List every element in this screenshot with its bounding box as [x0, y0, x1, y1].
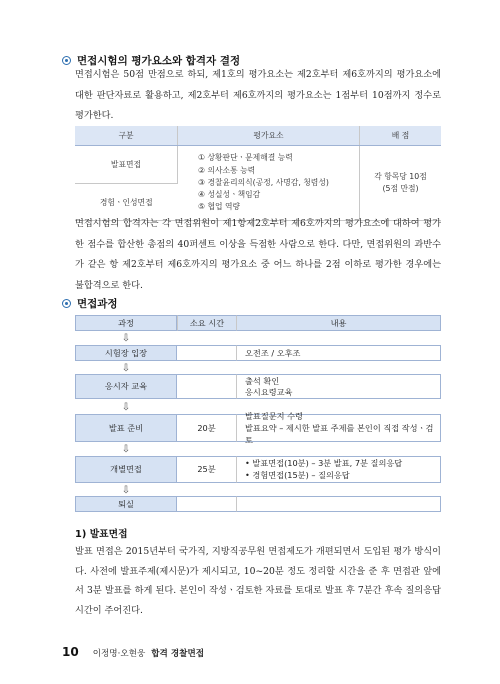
step-content — [236, 374, 441, 399]
process-step — [75, 496, 441, 512]
step-time: 25분 — [177, 456, 236, 483]
row-label-experience: 경험ㆍ인성면접 — [75, 184, 178, 221]
step-name: 개별면접 — [75, 456, 177, 483]
evaluation-item: ③ 경찰윤리의식(공정, 사명감, 청렴성) — [198, 177, 329, 187]
step-content-line: 발표질문지 수령 — [245, 411, 303, 421]
process-step — [75, 411, 441, 445]
down-arrow-icon: ⇩ — [121, 485, 131, 496]
process-step — [75, 374, 441, 399]
evaluation-table — [75, 126, 441, 221]
score-line: (5점 만점) — [382, 184, 419, 193]
evaluation-item: ⑤ 협업 역량 — [198, 202, 241, 212]
step-name: 응시자 교육 — [75, 374, 177, 399]
step-content-line: • 경험면접(15분) – 질의응답 — [245, 469, 350, 480]
page-number: 10 — [62, 645, 79, 659]
process-header: 과정 — [75, 315, 177, 331]
down-arrow-icon: ⇩ — [121, 363, 131, 374]
step-content: 오전조 / 오후조 — [236, 345, 441, 361]
table-header-row — [75, 126, 441, 146]
footer-authors: 이정명·오현웅 — [92, 649, 146, 659]
down-arrow-icon: ⇩ — [121, 333, 131, 344]
evaluation-item: ② 의사소통 능력 — [198, 165, 256, 175]
process-header: 내용 — [236, 315, 441, 331]
paragraph-pass-criteria: 면접시험의 합격자는 각 면접위원이 제1항제2호부터 제6호까지의 평가요소에 대하여 평가한 점수를 합산한 총점의 40퍼센트 이상을 득점한 사람으로 한다. 다만, 면접위원의 과반수가 같은 항 제2호부터 제6호까지의 평가요소 중 어느 하나를 2점 이하로 평가한 경우에는 불합격으로 한다. — [75, 218, 441, 291]
step-content — [236, 411, 441, 445]
step-content — [236, 456, 441, 483]
step-time — [177, 345, 236, 361]
score-cell — [360, 146, 442, 221]
step-name: 퇴실 — [75, 496, 177, 512]
process-header: 소요 시간 — [177, 315, 236, 331]
paragraph-evaluation: 면접시험은 50점 만점으로 하되, 제1호의 평가요소는 제2호부터 제6호까지의 평가요소에 대한 판단자료로 활용하고, 제2호부터 제6호까지의 평가요소는 1점부터 10점까지 정수로 평가한다. — [75, 69, 441, 121]
step-name: 시험장 입장 — [75, 345, 177, 361]
process-step — [75, 345, 441, 361]
step-time: 20분 — [177, 414, 236, 442]
section-title-process — [62, 296, 118, 311]
step-content-line: 응시요령교육 — [245, 386, 293, 397]
row-label-presentation: 발표면접 — [75, 146, 178, 184]
step-name: 발표 준비 — [75, 414, 177, 442]
table-header: 평가요소 — [178, 126, 360, 146]
footer-book-title: 합격 경찰면접 — [151, 649, 205, 659]
down-arrow-icon: ⇩ — [121, 402, 131, 413]
paragraph-presentation: 발표 면접은 2015년부터 국가직, 지방직공무원 면접제도가 개편되면서 도입된 평가 방식이다. 사전에 발표주제(제시문)가 제시되고, 10~20분 정도 정리할 시간을 준 후 면접관 앞에서 3분 발표를 하게 된다. 본인이 작성ㆍ검토한 자료를 토대로 발표 후 7분간 후속 질의응답 시간이 주어진다. — [75, 546, 441, 616]
section-title-text: 면접과정 — [77, 298, 118, 310]
circle-bullet-icon — [62, 299, 71, 308]
step-content-line: 출석 확인 — [245, 375, 280, 386]
table-header: 배 점 — [360, 126, 442, 146]
down-arrow-icon: ⇩ — [121, 444, 131, 455]
step-time — [177, 496, 236, 512]
process-step — [75, 456, 441, 483]
page-footer — [62, 645, 204, 659]
evaluation-item: ① 상황판단ㆍ문제해결 능력 — [198, 153, 293, 163]
process-header-row — [75, 315, 441, 331]
subsection-title-presentation: 1) 발표면접 — [75, 529, 128, 540]
step-content — [236, 496, 441, 512]
table-header: 구분 — [75, 126, 178, 146]
section-title-text: 면접시험의 평가요소와 합격자 결정 — [77, 55, 241, 67]
evaluation-items-cell — [178, 146, 360, 221]
step-content-line: • 발표면접(10분) – 3분 발표, 7분 질의응답 — [245, 458, 403, 468]
step-time — [177, 374, 236, 399]
step-content-line: 발표요약 – 제시한 발표 주제를 본인이 직접 작성ㆍ검토 — [245, 423, 434, 445]
evaluation-item: ④ 성실성ㆍ책임감 — [198, 190, 261, 200]
table-row — [75, 146, 441, 184]
score-line: 각 항목당 10점 — [374, 172, 427, 181]
circle-bullet-icon — [62, 56, 71, 65]
